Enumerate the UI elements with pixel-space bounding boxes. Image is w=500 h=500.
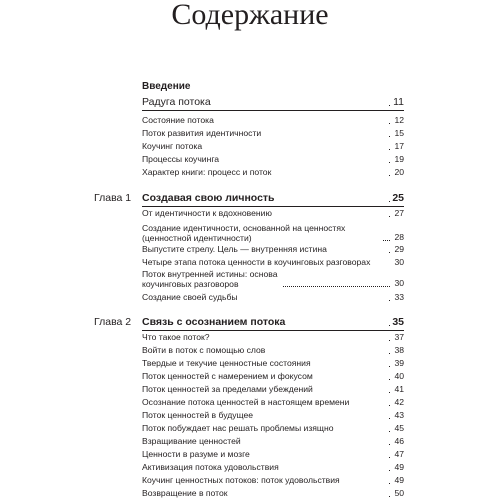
page-number: 15 [390,128,404,139]
page-number: 30 [390,257,404,268]
entry-title: Поток внутренней истины: основа коучинговых разговоров [142,269,278,289]
toc-entry[interactable] [142,291,404,303]
toc-entry[interactable] [142,357,404,369]
toc-entry[interactable] [142,166,404,178]
page-number: 42 [390,397,404,408]
entry-title: Возвращение в поток [142,488,228,498]
entry-title: Что такое поток? [142,332,210,342]
entry-title: Поток ценностей за пределами убеждений [142,384,313,394]
intro-heading: Введение [142,81,191,92]
page-number: 47 [390,449,404,460]
entry-title: Войти в поток с помощью слов [142,345,266,355]
toc-entry[interactable] [142,114,404,126]
toc-entry[interactable] [142,243,404,255]
toc-entry[interactable] [142,153,404,165]
entry-title: Создание идентичности, основанной на ценностях (ценностной идентичности) [142,223,346,243]
page-number: 20 [390,167,404,178]
entry-title: Коучинг потока [142,141,203,151]
divider [142,110,404,111]
page-number: 39 [390,358,404,369]
toc-entry[interactable] [142,448,404,460]
page-number: 25 [390,192,404,204]
page-number: 27 [390,208,404,219]
toc-entry[interactable] [142,96,404,108]
toc-entry[interactable] [142,344,404,356]
toc-entry[interactable] [142,207,404,219]
entry-title: Коучинг ценностных потоков: поток удовольствия [142,475,340,485]
entry-title: Выпустите стрелу. Цель — внутренняя истина [142,244,327,254]
toc-entry[interactable] [142,409,404,421]
page-title: Содержание [171,0,329,31]
page-number: 43 [390,410,404,421]
chapter-label: Глава 2 [94,316,132,328]
page-number: 49 [390,475,404,486]
entry-title: От идентичности к вдохновению [142,208,272,218]
toc-entry[interactable] [142,422,404,434]
page-number: 49 [390,462,404,473]
toc-entry[interactable] [142,474,404,486]
entry-title: Создание своей судьбы [142,292,238,302]
page-number: 46 [390,436,404,447]
entry-title: Поток ценностей в будущее [142,410,254,420]
entry-title: Радуга потока [142,96,211,108]
entry-title: Процессы коучинга [142,154,220,164]
toc-entry[interactable] [142,331,404,343]
entry-title: Поток побуждает нас решать проблемы изящно [142,423,334,433]
entry-title: Характер книги: процесс и поток [142,167,272,177]
page-number: 11 [390,96,404,108]
page-number: 17 [390,141,404,152]
page-number: 37 [390,332,404,343]
toc-entry[interactable] [142,256,404,268]
entry-title: Твердые и текучие ценностные состояния [142,358,311,368]
chapter-heading[interactable] [142,192,404,204]
toc-entry[interactable] [142,140,404,152]
entry-title: Поток развития идентичности [142,128,262,138]
page-number: 45 [390,423,404,434]
page-number: 19 [390,154,404,165]
entry-title: Четыре этапа потока ценности в коучинговых разговорах [142,257,371,267]
toc-entry[interactable] [142,396,404,408]
toc-entry[interactable] [142,383,404,395]
chapter-heading[interactable] [142,316,404,328]
chapter-title: Создавая свою личность [142,192,275,204]
entry-title: Осознание потока ценностей в настоящем времени [142,397,350,407]
entry-title: Взращивание ценностей [142,436,241,446]
page-number: 33 [390,292,404,303]
chapter-title: Связь с осознанием потока [142,316,286,328]
page-number: 38 [390,345,404,356]
page-number: 50 [390,488,404,499]
entry-title: Состояние потока [142,115,214,125]
page-number: 35 [390,316,404,328]
toc-entry[interactable] [142,221,404,243]
toc-entry[interactable] [142,370,404,382]
toc-entry[interactable] [142,487,404,499]
page-number: 28 [390,232,404,243]
page-number: 30 [390,278,404,289]
page-number: 29 [390,244,404,255]
toc-entry[interactable] [142,461,404,473]
page-number: 40 [390,371,404,382]
page-number: 12 [390,115,404,126]
toc-entry[interactable] [142,127,404,139]
toc-entry[interactable] [142,435,404,447]
toc-entry[interactable] [142,267,404,289]
entry-title: Ценности в разуме и мозге [142,449,250,459]
entry-title: Поток ценностей с намерением и фокусом [142,371,313,381]
page-number: 41 [390,384,404,395]
chapter-label: Глава 1 [94,192,132,204]
entry-title: Активизация потока удовольствия [142,462,279,472]
